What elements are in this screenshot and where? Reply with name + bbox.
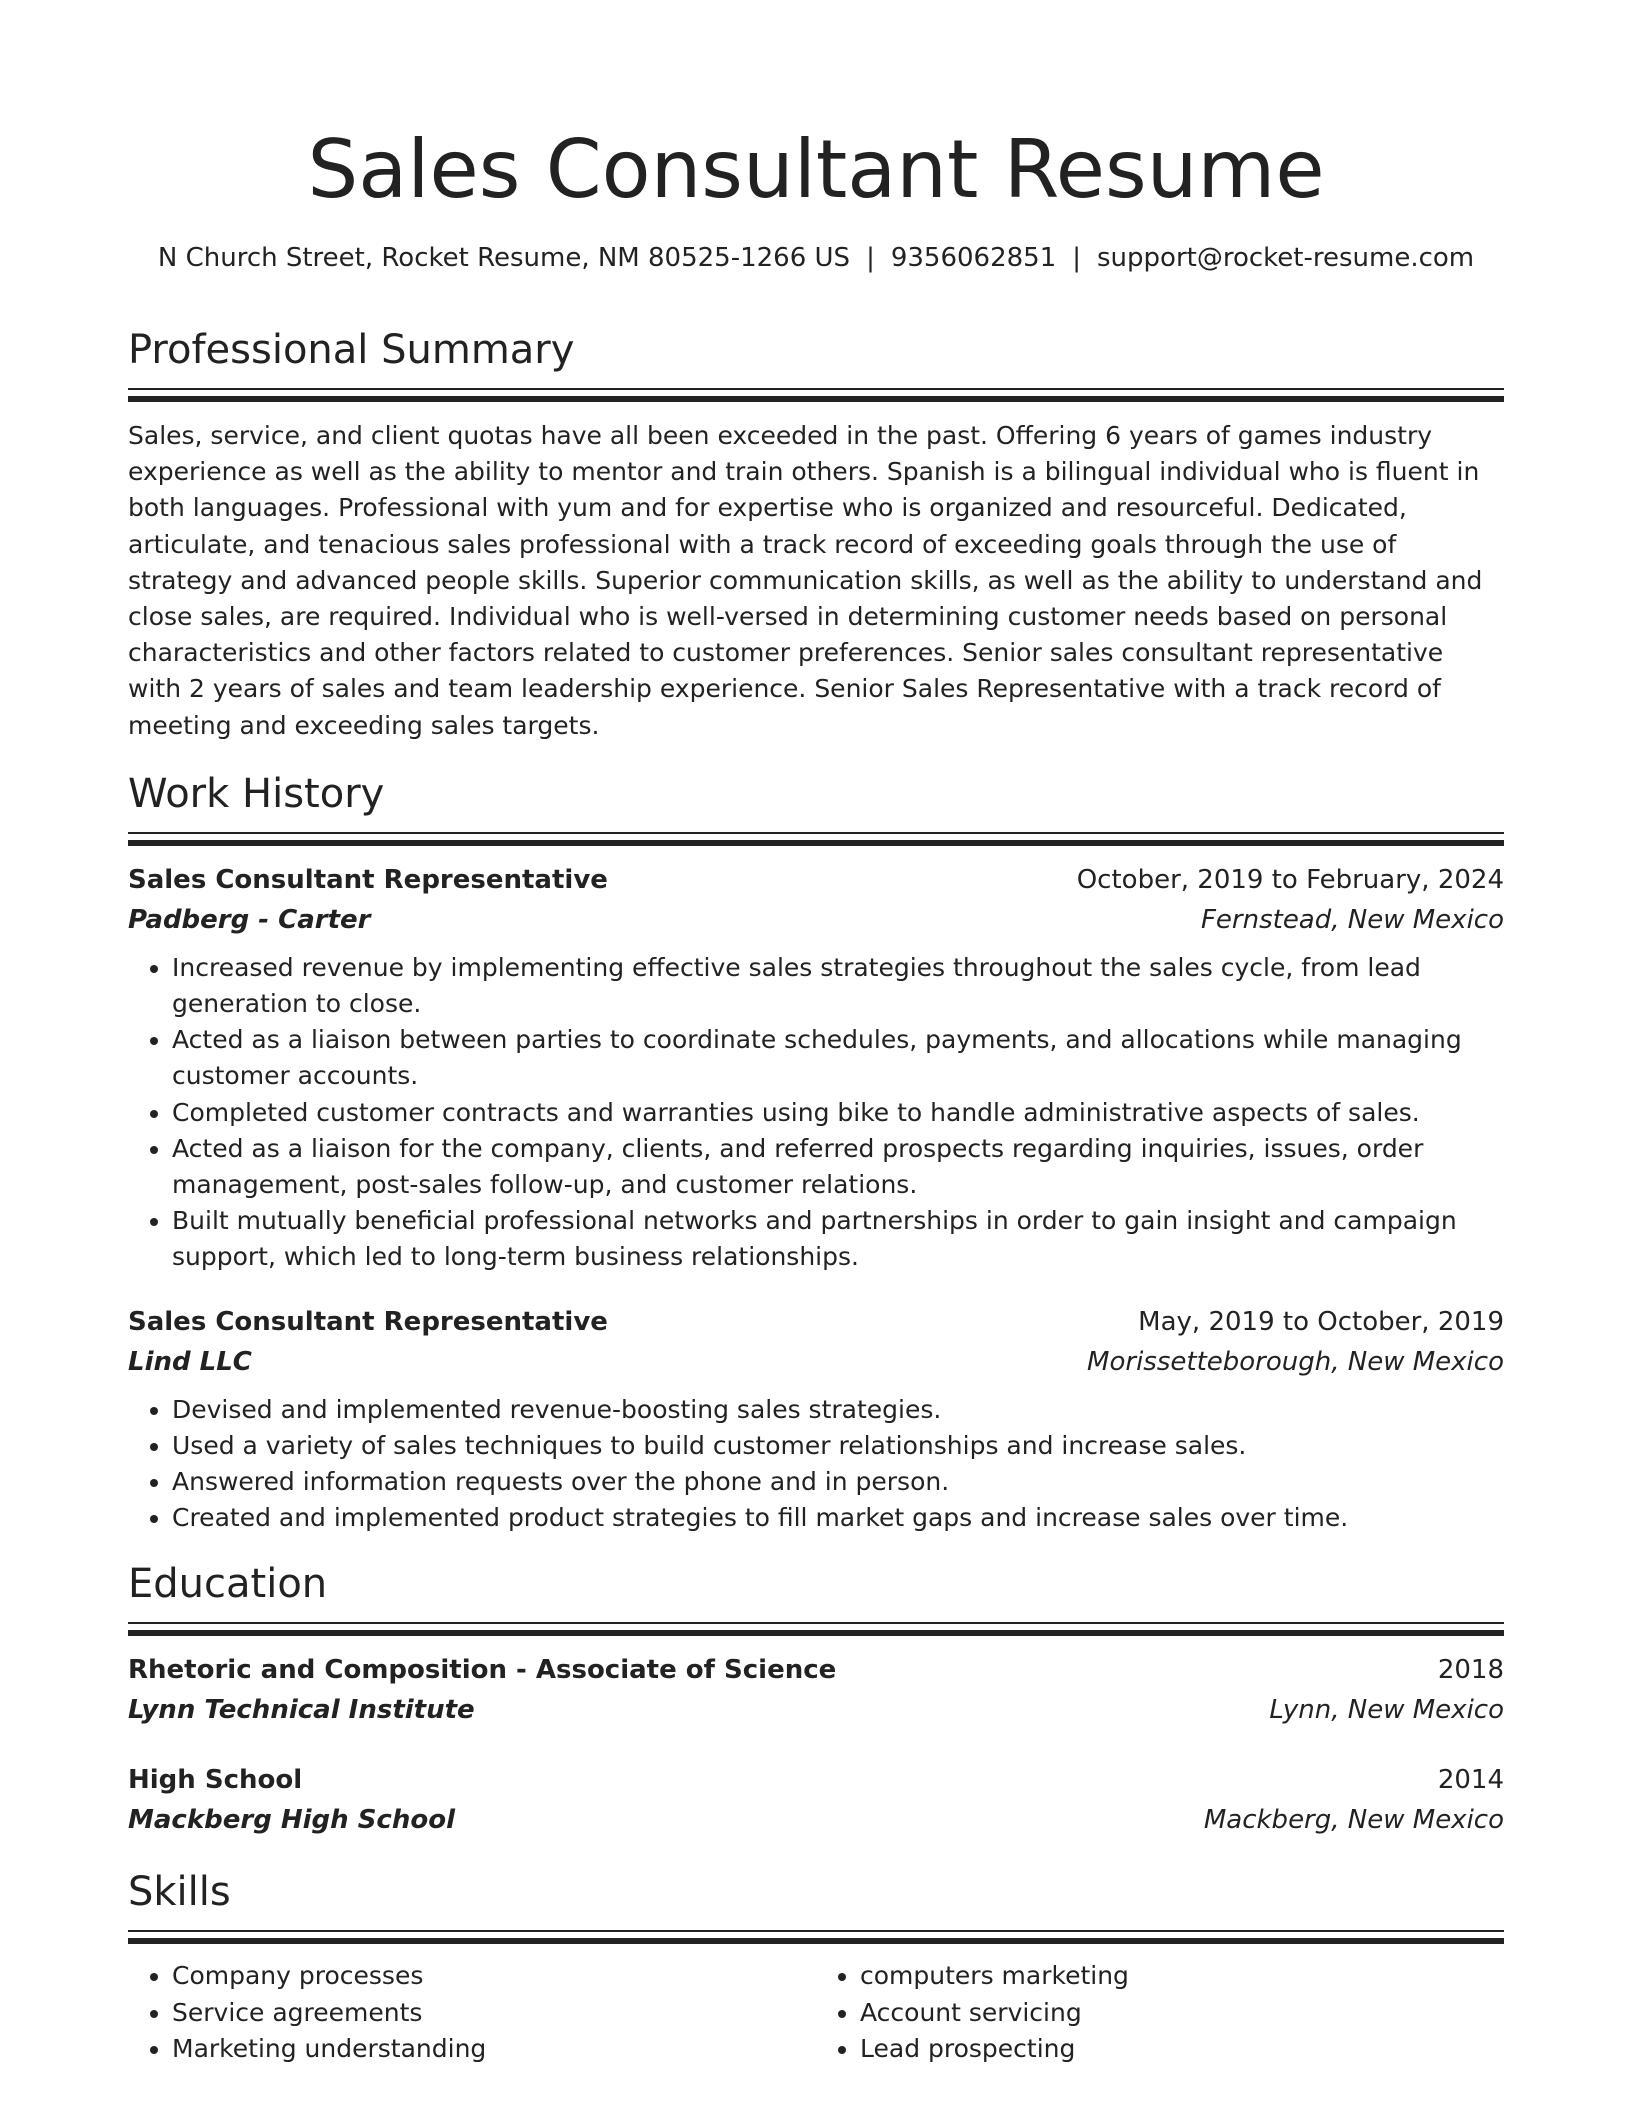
list-item: • Acted as a liaison for the company, clients, and referred prospects regarding inquiries, issues, order management, post-sales follow-up, and customer relations. bbox=[172, 1131, 1504, 1203]
list-item: • Answered information requests over the phone and in person. bbox=[172, 1464, 1504, 1500]
job-header bbox=[128, 1302, 1504, 1342]
job-title: Sales Consultant Representative bbox=[128, 1306, 608, 1337]
list-item: • Increased revenue by implementing effective sales strategies throughout the sales cycle, from lead generation to close. bbox=[172, 950, 1504, 1022]
work-section bbox=[128, 768, 1504, 1537]
school: Lynn Technical Institute bbox=[128, 1695, 475, 1726]
skills-list-right bbox=[816, 1958, 1504, 2067]
summary-section bbox=[128, 324, 1504, 744]
list-item: • Devised and implemented revenue-boosting sales strategies. bbox=[172, 1392, 1504, 1428]
resume-title: Sales Consultant Resume bbox=[307, 123, 1325, 216]
skill-item: • Service agreements bbox=[172, 1995, 816, 2031]
section-heading-skills: Skills bbox=[128, 1869, 231, 1916]
job-entry bbox=[128, 860, 1504, 1276]
contact-line bbox=[128, 238, 1504, 278]
skill-item: • computers marketing bbox=[860, 1958, 1504, 1994]
section-divider-thick bbox=[128, 1630, 1504, 1636]
section-divider-thick bbox=[128, 840, 1504, 846]
list-item: • Completed customer contracts and warranties using bike to handle administrative aspects of sales. bbox=[172, 1095, 1504, 1131]
section-divider bbox=[128, 388, 1504, 390]
education-year: 2014 bbox=[1437, 1765, 1504, 1796]
job-dates: October, 2019 to February, 2024 bbox=[1076, 864, 1504, 895]
phone: 9356062851 bbox=[890, 243, 1057, 273]
skill-item: • Account servicing bbox=[860, 1995, 1504, 2031]
list-item: • Used a variety of sales techniques to build customer relationships and increase sales. bbox=[172, 1428, 1504, 1464]
skill-item: • Company processes bbox=[172, 1958, 816, 1994]
job-subheader bbox=[128, 900, 1504, 940]
education-header bbox=[128, 1650, 1504, 1690]
skills-columns bbox=[128, 1958, 1504, 2067]
section-divider bbox=[128, 1930, 1504, 1932]
job-bullets bbox=[128, 950, 1504, 1276]
education-header bbox=[128, 1760, 1504, 1800]
contact-separator: | bbox=[1072, 243, 1082, 273]
job-dates: May, 2019 to October, 2019 bbox=[1138, 1306, 1504, 1337]
list-item: • Built mutually beneficial professional networks and partnerships in order to gain insight and campaign support, which led to long-term business relationships. bbox=[172, 1203, 1504, 1275]
contact-separator: | bbox=[866, 243, 875, 273]
degree: High School bbox=[128, 1765, 303, 1796]
email: support@rocket-resume.com bbox=[1097, 243, 1475, 273]
skills-list-left bbox=[128, 1958, 816, 2067]
school: Mackberg High School bbox=[128, 1805, 455, 1836]
job-header bbox=[128, 860, 1504, 900]
summary-text: Sales, service, and client quotas have all been exceeded in the past. Offering 6 years of games industry experience as well as the ability to mentor and train others. Spanish is a bilingual individual who is fluent in both languages. Professional with yum and for expertise who is organized and resourceful. Dedicated, articulate, and tenacious sales professional with a track record of exceeding goals through the use of strategy and advanced people skills. Superior communication skills, as well as the ability to understand and close sales, are required. Individual who is well-versed in determining customer needs based on personal characteristics and other factors related to customer preferences. Senior sales consultant representative with 2 years of sales and team leadership experience. Senior Sales Representative with a track record of meeting and exceeding sales targets. bbox=[128, 421, 1483, 740]
skills-section bbox=[128, 1866, 1504, 2067]
skill-item: • Lead prospecting bbox=[860, 2031, 1504, 2067]
list-item: • Created and implemented product strategies to fill market gaps and increase sales over time. bbox=[172, 1500, 1504, 1536]
employer: Padberg - Carter bbox=[128, 904, 371, 935]
section-divider-thick bbox=[128, 396, 1504, 402]
school-location: Lynn, New Mexico bbox=[1269, 1695, 1504, 1726]
section-heading-work: Work History bbox=[128, 770, 385, 817]
education-entry bbox=[128, 1760, 1504, 1840]
address: N Church Street, Rocket Resume, NM 80525-1266 US bbox=[157, 243, 851, 273]
education-subheader bbox=[128, 1800, 1504, 1840]
job-location: Fernstead, New Mexico bbox=[1200, 904, 1504, 935]
job-entry bbox=[128, 1302, 1504, 1537]
section-divider bbox=[128, 832, 1504, 834]
education-section bbox=[128, 1558, 1504, 1840]
job-location: Morissetteborough, New Mexico bbox=[1087, 1346, 1504, 1377]
job-title: Sales Consultant Representative bbox=[128, 864, 608, 895]
section-heading-summary: Professional Summary bbox=[128, 327, 575, 373]
degree: Rhetoric and Composition - Associate of Science bbox=[128, 1655, 837, 1686]
employer: Lind LLC bbox=[128, 1346, 252, 1377]
section-divider-thick bbox=[128, 1938, 1504, 1944]
school-location: Mackberg, New Mexico bbox=[1203, 1805, 1504, 1836]
skill-item: • Marketing understanding bbox=[172, 2031, 816, 2067]
section-divider bbox=[128, 1622, 1504, 1624]
education-subheader bbox=[128, 1690, 1504, 1730]
education-entry bbox=[128, 1650, 1504, 1730]
list-item: • Acted as a liaison between parties to coordinate schedules, payments, and allocations while managing customer accounts. bbox=[172, 1022, 1504, 1094]
job-subheader bbox=[128, 1342, 1504, 1382]
section-heading-education: Education bbox=[128, 1561, 328, 1608]
education-year: 2018 bbox=[1437, 1655, 1504, 1686]
job-bullets bbox=[128, 1392, 1504, 1537]
